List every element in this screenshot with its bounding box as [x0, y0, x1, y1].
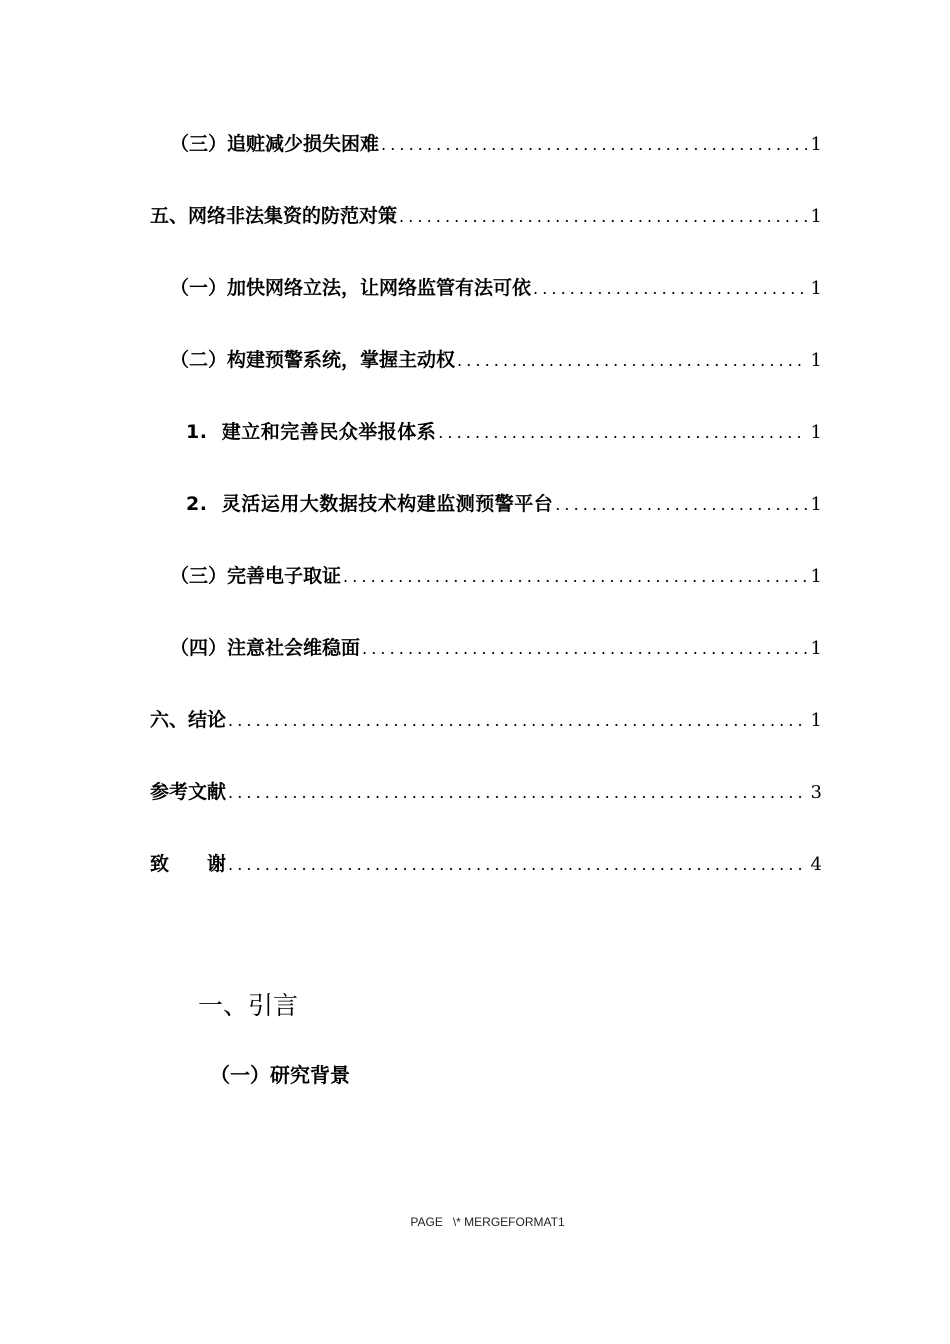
toc-entry-5-1[interactable] — [170, 272, 822, 304]
toc-entry-title: 致 谢 — [150, 853, 227, 875]
toc-entry-title: （三）完善电子取证 — [170, 565, 342, 587]
toc-page-number: 4 — [810, 854, 822, 875]
toc-entry-title — [186, 416, 436, 448]
toc-dot-leader — [362, 633, 807, 665]
toc-entry-5-2-1[interactable] — [186, 416, 822, 448]
toc-entry-text: 灵活运用大数据技术构建监测预警平台 — [221, 493, 554, 515]
toc-entry-number: 2. — [186, 493, 208, 515]
toc-page-number: 1 — [810, 494, 822, 515]
toc-entry-title: （二）构建预警系统，掌握主动权 — [170, 349, 456, 371]
toc-dot-leader — [228, 777, 807, 809]
toc-entry-title — [186, 488, 553, 520]
subsection-heading-background: （一）研究背景 — [210, 1063, 350, 1087]
section-heading-introduction: 一、引言 — [198, 991, 299, 1020]
toc-dot-leader — [438, 417, 806, 449]
toc-page-number: 1 — [810, 638, 822, 659]
toc-entry-5-3[interactable] — [170, 560, 822, 592]
toc-dot-leader — [343, 561, 807, 593]
toc-entry-title: （四）注意社会维稳面 — [170, 637, 361, 659]
toc-dot-leader — [555, 489, 806, 521]
toc-dot-leader — [533, 273, 807, 305]
toc-entry-title: 五、网络非法集资的防范对策 — [150, 205, 398, 227]
toc-dot-leader — [399, 201, 807, 233]
toc-page-number: 1 — [810, 422, 822, 443]
toc-entry-text: 建立和完善民众举报体系 — [221, 421, 437, 443]
toc-page-number: 1 — [810, 350, 822, 371]
toc-entry-acknowledgements[interactable] — [150, 848, 822, 880]
toc-entry-references[interactable] — [150, 776, 822, 808]
toc-entry-number: 1. — [186, 421, 208, 443]
toc-page-number: 1 — [810, 710, 822, 731]
toc-dot-leader — [457, 345, 807, 377]
toc-entry-section-6[interactable] — [150, 704, 822, 736]
toc-entry-5-2-2[interactable] — [186, 488, 822, 520]
toc-entry-section-5[interactable] — [150, 200, 822, 232]
toc-entry-title: 参考文献 — [150, 781, 227, 803]
toc-page-number: 1 — [810, 206, 822, 227]
toc-entry-5-4[interactable] — [170, 632, 822, 664]
toc-page-number: 3 — [810, 782, 822, 803]
toc-dot-leader — [228, 705, 807, 737]
toc-page-number: 1 — [810, 566, 822, 587]
toc-entry-title: （三）追赃减少损失困难 — [170, 133, 380, 155]
toc-entry-5-2[interactable] — [170, 344, 822, 376]
toc-page-number: 1 — [810, 134, 822, 155]
toc-page-number: 1 — [810, 278, 822, 299]
page-footer-field: PAGE \* MERGEFORMAT1 — [410, 1215, 565, 1229]
toc-dot-leader — [228, 849, 807, 881]
toc-dot-leader — [381, 129, 807, 161]
toc-entry-title: （一）加快网络立法，让网络监管有法可依 — [170, 277, 532, 299]
toc-entry-3-3[interactable] — [170, 128, 822, 160]
toc-entry-title: 六、结论 — [150, 709, 227, 731]
